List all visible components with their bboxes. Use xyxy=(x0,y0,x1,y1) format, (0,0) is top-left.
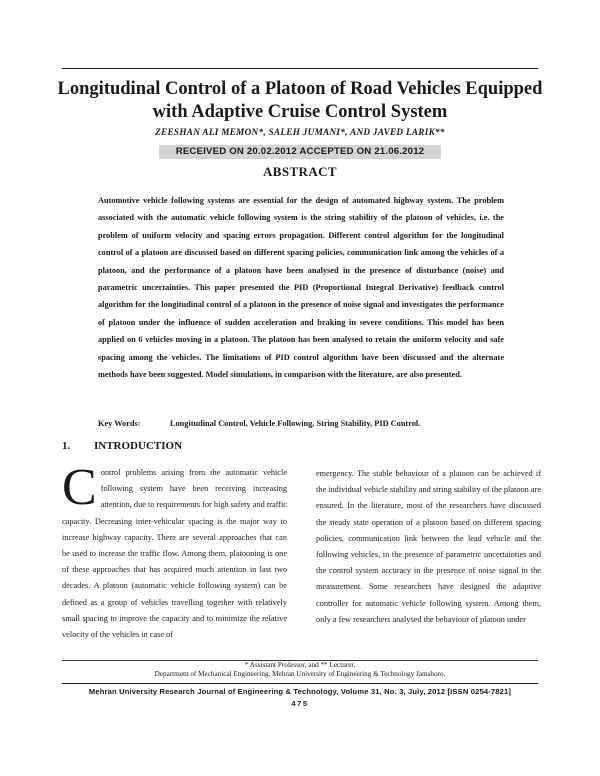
journal-rule xyxy=(62,683,538,684)
abstract-text: Automotive vehicle following systems are essential for the design of automated highway system. The problem associated with the automatic vehicle following system is the string stability of the platoon of vehicles, i.e. the problem of uniform velocity and spacing errors propagation. Different control algorithm for the longitudinal control of a platoon are discussed based on different spacing policies, communication link among the vehicles of a platoon, and the performance of a platoon have been analysed in the presence of disturbance (noise) and parametric uncertainties. This paper presented the PID (Proportional Integral Derivative) feedback control algorithm for the longitudinal control of a platoon in the presence of noise signal and investigates the performance of platoon under the influence of sudden acceleration and braking in severe conditions. This model has been applied on 6 vehicles moving in a platoon. The platoon has been analysed to retain the uniform velocity and safe spacing among the vehicles. The limitations of PID control algorithm have been discussed and the alternate methods have been suggested. Model simulations, in comparison with the literature, are also presented. xyxy=(98,196,504,380)
title-line-1: Longitudinal Control of a Platoon of Road Vehicles Equipped xyxy=(57,79,543,99)
top-rule xyxy=(62,68,538,69)
section-heading xyxy=(62,440,182,452)
intro-right-column: emergency. The stable behaviour of a platoon can be achieved if the individual vehicle stability and string stability of the platoon are ensured. In the literature, most of the researchers have discussed the steady state operation of a platoon based on different spacing policies, communication link between the lead vehicle and the following vehicles, in the presence of parametric uncertainties and the control system accuracy in the presence of noise signal in the measurement. Some researchers have designed the adaptive controller for automatic vehicle following system. Among them, only a few researchers analysed the behaviour of platoon under xyxy=(316,469,541,624)
title-line-2: with Adaptive Cruise Control System xyxy=(152,102,448,122)
intro-left-text: ontrol problems arising from the automatic vehicle following system have been receiving increasing attention, due to requirements for high safety and traffic capacity. Decreasing inter-vehicular spacing is the major way to increase highway capacity. There are several approaches that can be used to increase the traffic flow. Among them, platooning is one of these approaches that has acquired much attention in last two decades. A platoon (automatic vehicle following system) can be defined as a group of vehicles travelling together with relatively small spacing to improve the capacity and to minimize the relative velocity of the vehicles in case of xyxy=(62,468,287,640)
page-number: 475 xyxy=(291,699,309,708)
authors: ZEESHAN ALI MEMON*, SALEH JUMANI*, AND JAVED LARIK** xyxy=(155,127,445,137)
journal-citation: Mehran University Research Journal of Engineering & Technology, Volume 31, No. 3, July, 2012 [ISSN 0254-7821] xyxy=(88,687,512,696)
footnote-department: Department of Mechanical Engineering, Mehran University of Engineering & Technology Jamshoro. xyxy=(154,670,446,678)
section-title: INTRODUCTION xyxy=(94,440,183,452)
keywords-label: Key Words: xyxy=(98,419,141,428)
keywords-list: Longitudinal Control, Vehicle Following, String Stability, PID Control. xyxy=(170,419,421,428)
section-number: 1. xyxy=(62,440,71,452)
drop-cap: C xyxy=(62,459,97,516)
footnote-affiliation-roles: * Assistant Professor, and ** Lecturer, xyxy=(244,661,356,669)
received-banner: RECEIVED ON 20.02.2012 ACCEPTED ON 21.06.2012 xyxy=(159,145,441,159)
intro-left-column xyxy=(62,459,287,643)
abstract-heading: ABSTRACT xyxy=(263,164,337,179)
paper-title xyxy=(40,78,560,124)
keywords xyxy=(98,419,420,428)
